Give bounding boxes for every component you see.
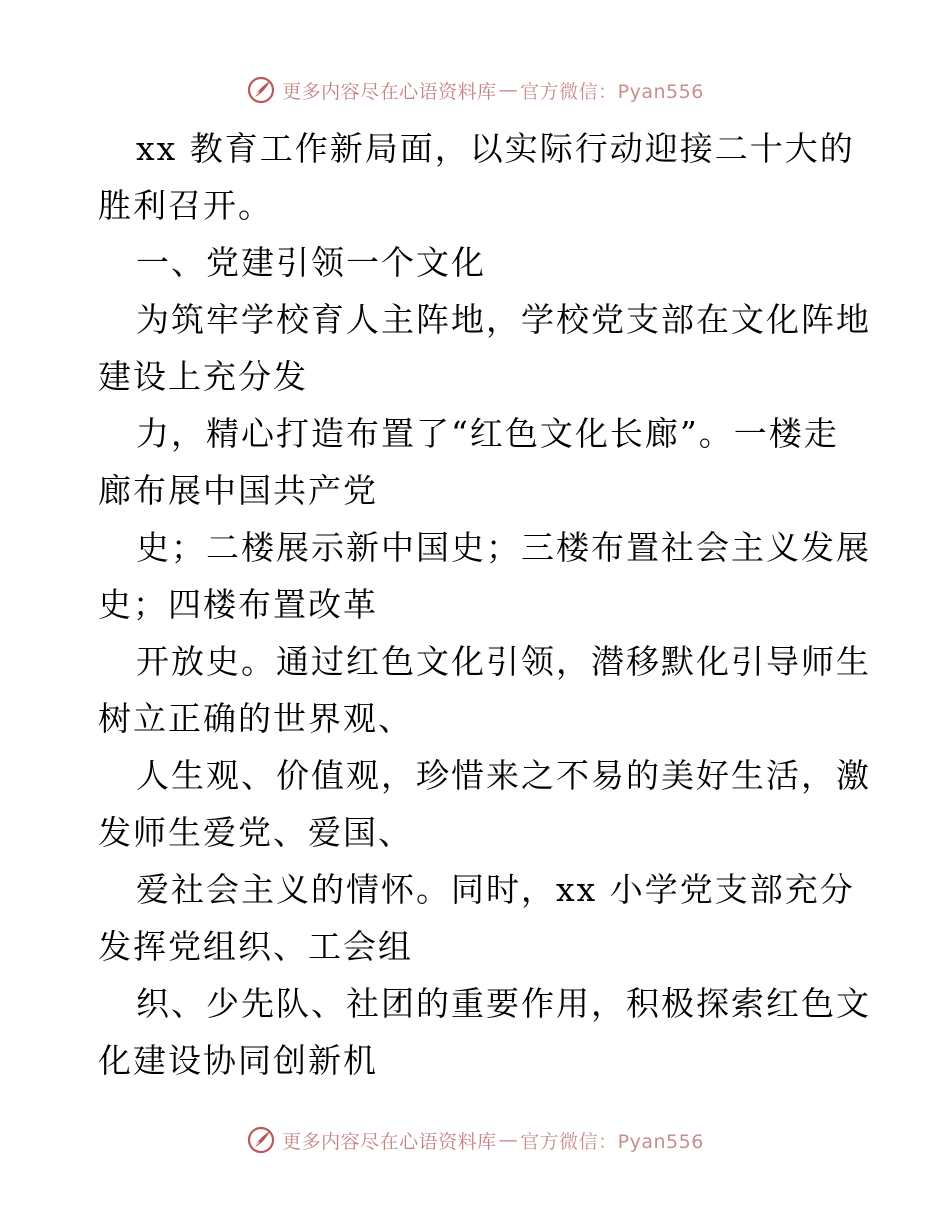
watermark-text: 更多内容尽在心语资料库 <box>282 1130 497 1153</box>
watermark-contact: 官方微信：Pyan556 <box>520 1130 704 1153</box>
text-line: 廊布展中国共产党 <box>98 471 378 510</box>
text-line: 为筑牢学校育人主阵地，学校党支部在文化阵地 <box>136 300 871 339</box>
text-line: 史；四楼布置改革 <box>98 585 378 624</box>
text-line: 史；二楼展示新中国史；三楼布置社会主义发展 <box>136 528 871 567</box>
footer-watermark <box>0 1120 950 1160</box>
section-heading: 一、党建引领一个文化 <box>136 243 486 282</box>
document-body <box>98 120 871 1089</box>
text-line: 人生观、价值观，珍惜来之不易的美好生活，激 <box>136 756 871 795</box>
quill-pen-icon <box>246 1125 276 1155</box>
text-line: 发师生爱党、爱国、 <box>98 813 413 852</box>
watermark-text: 更多内容尽在心语资料库 <box>282 80 497 103</box>
text-line: 发挥党组织、工会组 <box>98 927 413 966</box>
quill-pen-icon <box>246 75 276 105</box>
watermark-contact: 官方微信：Pyan556 <box>520 80 704 103</box>
text-line: 胜利召开。 <box>98 186 273 225</box>
watermark-separator: — <box>498 1129 519 1151</box>
text-line: 树立正确的世界观、 <box>98 699 413 738</box>
text-line: 开放史。通过红色文化引领，潜移默化引导师生 <box>136 642 871 681</box>
watermark-separator: — <box>498 79 519 101</box>
text-line: 织、少先队、社团的重要作用，积极探索红色文 <box>136 984 871 1023</box>
text-line: 建设上充分发 <box>98 357 308 396</box>
header-watermark <box>0 70 950 110</box>
text-line: 化建设协同创新机 <box>98 1041 378 1080</box>
text-line: xx 教育工作新局面，以实际行动迎接二十大的 <box>136 129 855 168</box>
text-line: 爱社会主义的情怀。同时，xx 小学党支部充分 <box>136 870 855 909</box>
text-line: 力，精心打造布置了“红色文化长廊”。一楼走 <box>136 414 839 453</box>
